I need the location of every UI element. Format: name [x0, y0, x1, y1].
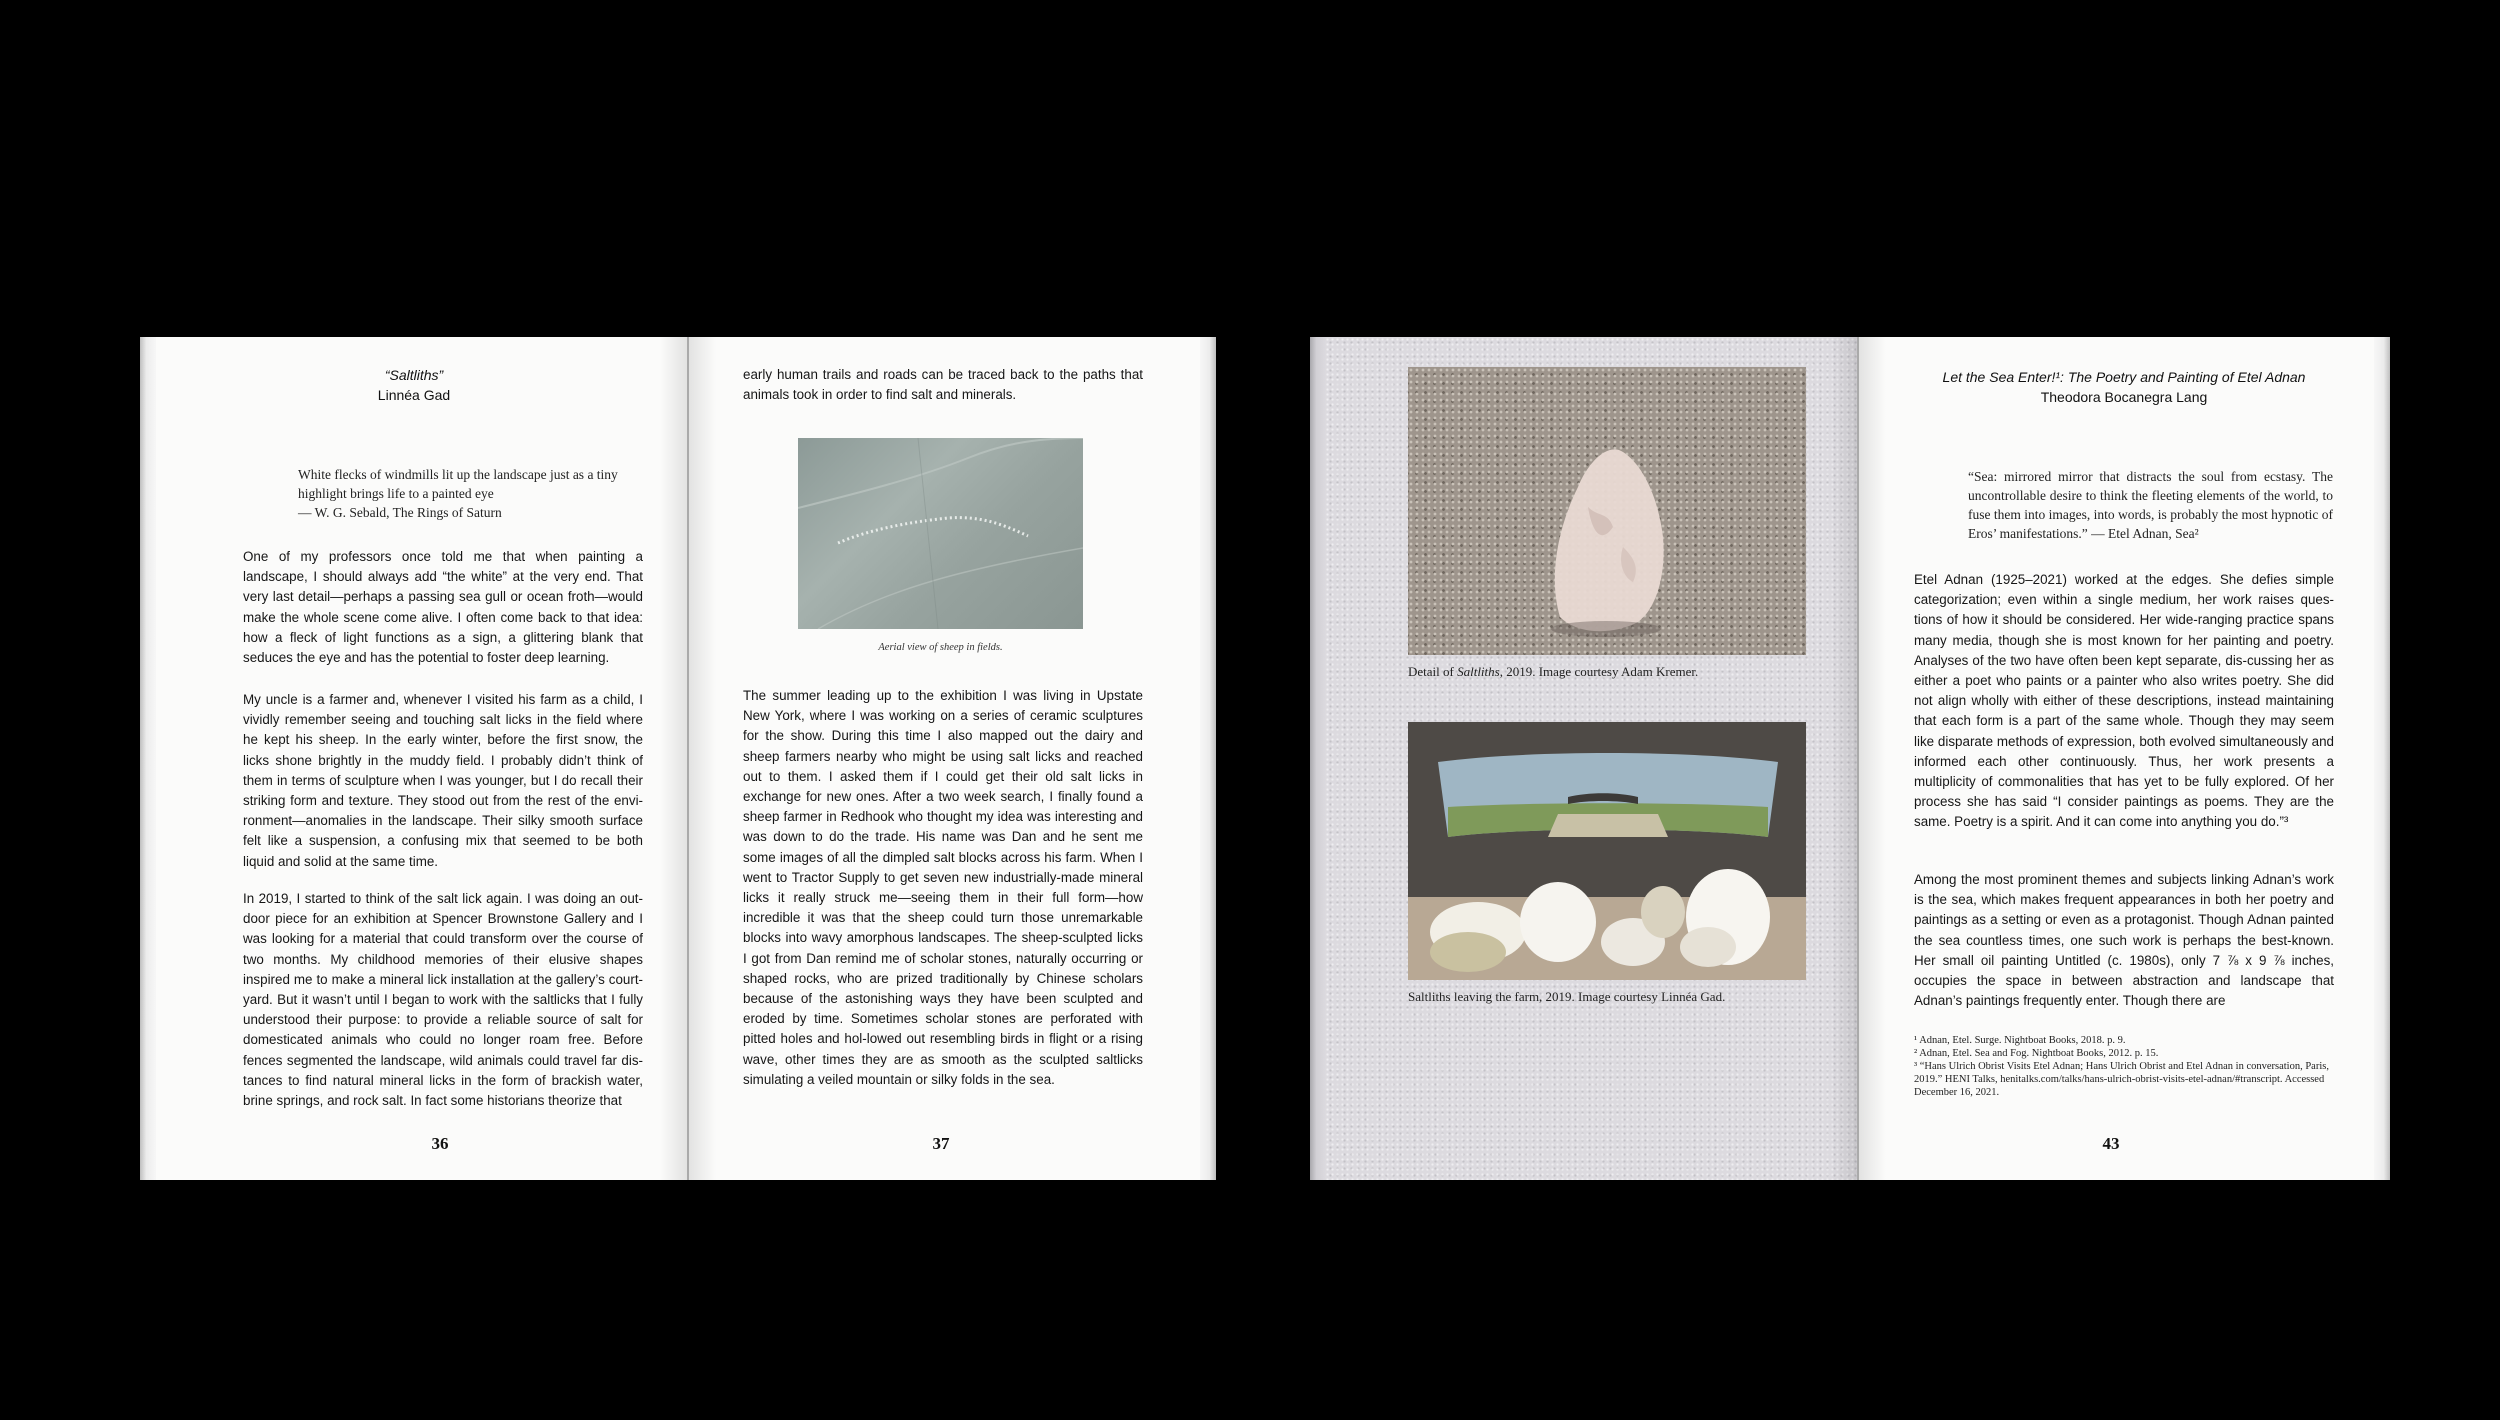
- epigraph: [1968, 467, 2333, 543]
- footnote-1: ¹ Adnan, Etel. Surge. Nightboat Books, 2018. p. 9.: [1914, 1035, 2126, 1046]
- body-paragraph: The summer leading up to the exhibition I was living in Upstate New York, where I was working on a series of ceramic sculptures for the show. During this time I also mapped out the dairy and sheep farmers nearby who might be using salt licks and reached out to them. I asked them if I could get their old salt licks in exchange for new ones. After a two week search, I finally found a sheep farmer in Redhook who thought my idea was interesting and was down to do the trade. His name was Dan and he sent me some images of all the dimpled salt blocks across his farm. When I went to Tractor Supply to get seven new industrially-made mineral licks it really struck me—seeing them in their full form—how incredible it was that the sheep could turn those unremarkable blocks into wavy amorphous landscapes. The sheep-sculpted licks I got from Dan remind me of scholar stones, naturally occurring or shaped rocks, who are prized traditionally by Chinese scholars because of the astonishing ways they have been sculpted and eroded by time. Sometimes scholar stones are perforated with pitted holes and hol-lowed out resembling birds in flight or a rising wave, other times they are as smooth as the sculpted saltlicks simulating a veiled mountain or silky folds in the sea.: [743, 688, 1143, 1087]
- epigraph-line-2: highlight brings life to a painted eye: [298, 486, 494, 501]
- saltliths-car-photo: [1408, 722, 1806, 980]
- essay-title: Let the Sea Enter!¹: The Poetry and Painting of Etel Adnan: [1942, 369, 2306, 385]
- aerial-sheep-photo: [798, 438, 1083, 629]
- bottom-photo-caption: Saltliths leaving the farm, 2019. Image courtesy Linnéa Gad.: [1408, 989, 1726, 1004]
- paragraph-1: One of my professors once told me that when painting a landscape, I should always add “the white” at the very end. That very last detail—perhaps a passing sea gull or ocean froth—would make the whole scene come alive. I often come back to that idea: how a fleck of light functions as a sign, a glittering blank that seduces the eye and has the potential to foster deep learning.: [243, 549, 643, 666]
- footnote-2: ² Adnan, Etel. Sea and Fog. Nightboat Books, 2012. p. 15.: [1914, 1048, 2159, 1059]
- epigraph-line-1: White flecks of windmills lit up the landscape just as a tiny: [298, 467, 618, 482]
- page-43: [1858, 337, 2390, 1180]
- epigraph: [298, 465, 648, 522]
- caption-prefix: Detail of: [1408, 664, 1458, 679]
- intro-paragraph: early human trails and roads can be traced back to the paths that animals took in order to find salt and minerals.: [743, 367, 1143, 403]
- paragraph-1: Etel Adnan (1925–2021) worked at the edges. She defies simple categorization; even within a single medium, her work raises ques-tions of how it should be considered. Her wide-ranging practice spans many media, though she is most known for her painting and poetry. Analyses of the two have often been kept separate, dis-cussing her as either a poet who paints or a painter who also writes poetry. She did not align wholly with either of these descriptions, instead maintaining that each form is a part of the same whole. Though they may seem like disparate methods of expression, both evolved simultaneously and informed each other continuously. Thus, her work presents a multiplicity of commonalities that has yet to be fully explored. Of her process she has said “I consider paintings as poems. They are the same. Poetry is a spirit. And it can come into anything you do.”³: [1914, 572, 2334, 830]
- essay-author: Linnéa Gad: [377, 387, 451, 403]
- paragraph-2: My uncle is a farmer and, whenever I visited his farm as a child, I vividly remember seeing and touching salt licks in the field where he kept his sheep. In the early winter, before the first snow, the licks shone brightly in the muddy field. I probably didn’t think of them in terms of sculpture when I was younger, but I do recall their striking form and texture. They stood out from the rest of the envi-ronment—anomalies in the landscape. Their silky smooth surface felt like a suspension, a confusing mix that seemed to be both liquid and solid at the same time.: [243, 692, 643, 869]
- page-36: [140, 337, 688, 1180]
- page-number: 36: [431, 1134, 449, 1153]
- caption-suffix: , 2019. Image courtesy Adam Kremer.: [1499, 664, 1699, 679]
- footnotes: [1914, 1034, 2334, 1099]
- epigraph-attribution: — W. G. Sebald, The Rings of Saturn: [298, 505, 502, 520]
- page-number: 37: [932, 1134, 950, 1153]
- photo-caption: Aerial view of sheep in fields.: [878, 642, 1003, 653]
- page-number: 43: [2102, 1134, 2120, 1153]
- footnote-3: ³ “Hans Ulrich Obrist Visits Etel Adnan; Hans Ulrich Obrist and Etel Adnan in conversation, Paris, 2019.” HENI Talks, henitalks.com/talks/hans-ulrich-obrist-visits-etel-adnan/#transcript. Accessed December 16, 2021.: [1914, 1061, 2329, 1098]
- essay-title: “Saltliths”: [384, 367, 444, 383]
- paragraph-2: Among the most prominent themes and subjects linking Adnan’s work is the sea, which makes frequent appearances in both her poetry and paintings as a setting or even as a protagonist. Though Adnan painted the sea countless times, one such work is perhaps the best-known. Her small oil painting Untitled (c. 1980s), only 7 ⅞ x 9 ⅞ inches, occupies the space in between abstraction and landscape that Adnan’s paintings frequently enter. Though there are: [1914, 872, 2334, 1009]
- epigraph-text: “Sea: mirrored mirror that distracts the soul from ecstasy. The uncontrollable desire to think the fleeting elements of the world, to fuse them into images, into words, is probably the most hypnotic of Eros’ manifestations.” — Etel Adnan, Sea²: [1968, 469, 2333, 541]
- caption-italic-title: Saltliths: [1457, 664, 1500, 679]
- page-37: [688, 337, 1216, 1180]
- spine: [1857, 337, 1859, 1180]
- photo-page: [1310, 337, 1858, 1180]
- saltlith-detail-photo: [1408, 367, 1806, 655]
- paragraph-3: In 2019, I started to think of the salt lick again. I was doing an out-door piece for an exhibition at Spencer Brownstone Gallery and I was looking for a material that could transform over the course of two months. My childhood memories of their elusive shapes inspired me to make a mineral lick installation at the gallery’s court-yard. But it wasn’t until I began to work with the saltlicks that I fully understood their purpose: to provide a reliable source of salt for domesticated animals who could no longer roam free. Before fences segmented the landscape, wild animals could travel far dis-tances to find natural mineral licks in the form of brackish water, brine springs, and rock salt. In fact some historians theorize that: [243, 891, 643, 1109]
- spine: [687, 337, 689, 1180]
- top-photo-caption: [1408, 664, 1698, 680]
- essay-author: Theodora Bocanegra Lang: [2040, 389, 2208, 405]
